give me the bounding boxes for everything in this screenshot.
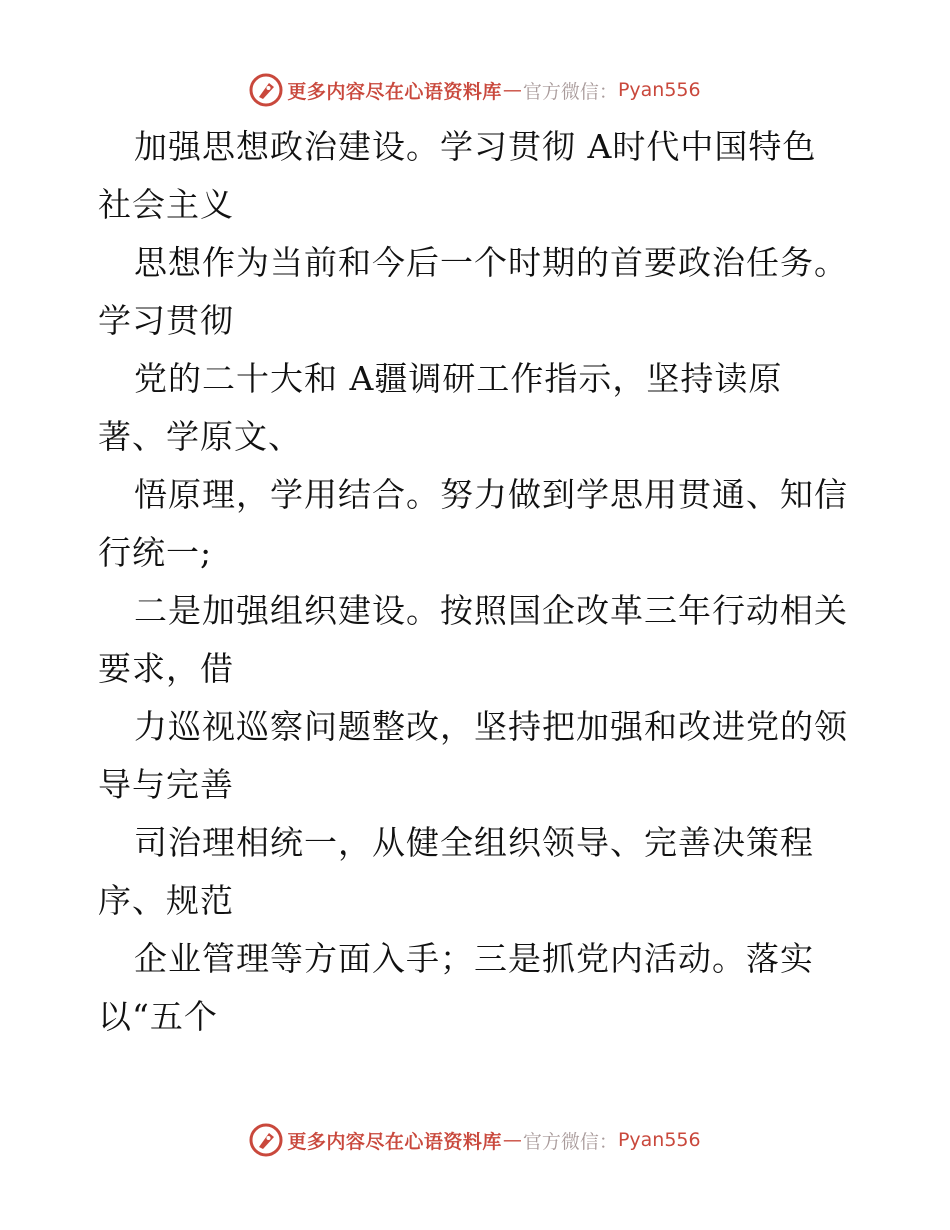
watermark-wechat-label: 官方微信： xyxy=(522,80,618,103)
paragraph-line: 导与完善 xyxy=(98,765,234,804)
paragraph-line: 序、规范 xyxy=(98,881,234,920)
watermark-wechat-id: Pyan556 xyxy=(617,79,701,101)
paragraph-line: 要求，借 xyxy=(98,649,234,688)
paragraph-line: 司治理相统一，从健全组织领导、完善决策程 xyxy=(134,823,814,862)
paragraph-line: 企业管理等方面入手；三是抓党内活动。落实 xyxy=(134,939,814,978)
watermark-main-text: 更多内容尽在心语资料库 xyxy=(287,1130,502,1153)
pen-nib-seal-icon xyxy=(249,73,283,107)
watermark-main-text: 更多内容尽在心语资料库 xyxy=(287,80,502,103)
paragraph-line: 思想作为当前和今后一个时期的首要政治任务。 xyxy=(134,243,848,282)
paragraph-line: 力巡视巡察问题整改，坚持把加强和改进党的领 xyxy=(134,707,848,746)
watermark-separator: — xyxy=(502,1129,522,1151)
paragraph-line: 党的二十大和 A疆调研工作指示，坚持读原 xyxy=(134,359,783,398)
paragraph-line: 学习贯彻 xyxy=(98,301,234,340)
paragraph-line: 行统一; xyxy=(98,533,213,572)
watermark-wechat-id: Pyan556 xyxy=(617,1129,701,1151)
paragraph-line: 以“五个 xyxy=(98,997,218,1036)
paragraph-line: 著、学原文、 xyxy=(98,417,302,456)
watermark-wechat-label: 官方微信： xyxy=(522,1130,618,1153)
document-body xyxy=(98,118,878,1046)
footer-watermark xyxy=(0,1122,950,1158)
pen-nib-seal-icon xyxy=(249,1123,283,1157)
header-watermark xyxy=(0,72,950,108)
paragraph-line: 加强思想政治建设。学习贯彻 A时代中国特色 xyxy=(134,127,817,166)
paragraph-line: 悟原理，学用结合。努力做到学思用贯通、知信 xyxy=(134,475,848,514)
paragraph-line: 二是加强组织建设。按照国企改革三年行动相关 xyxy=(134,591,848,630)
watermark-separator: — xyxy=(502,79,522,101)
paragraph-line: 社会主义 xyxy=(98,185,234,224)
